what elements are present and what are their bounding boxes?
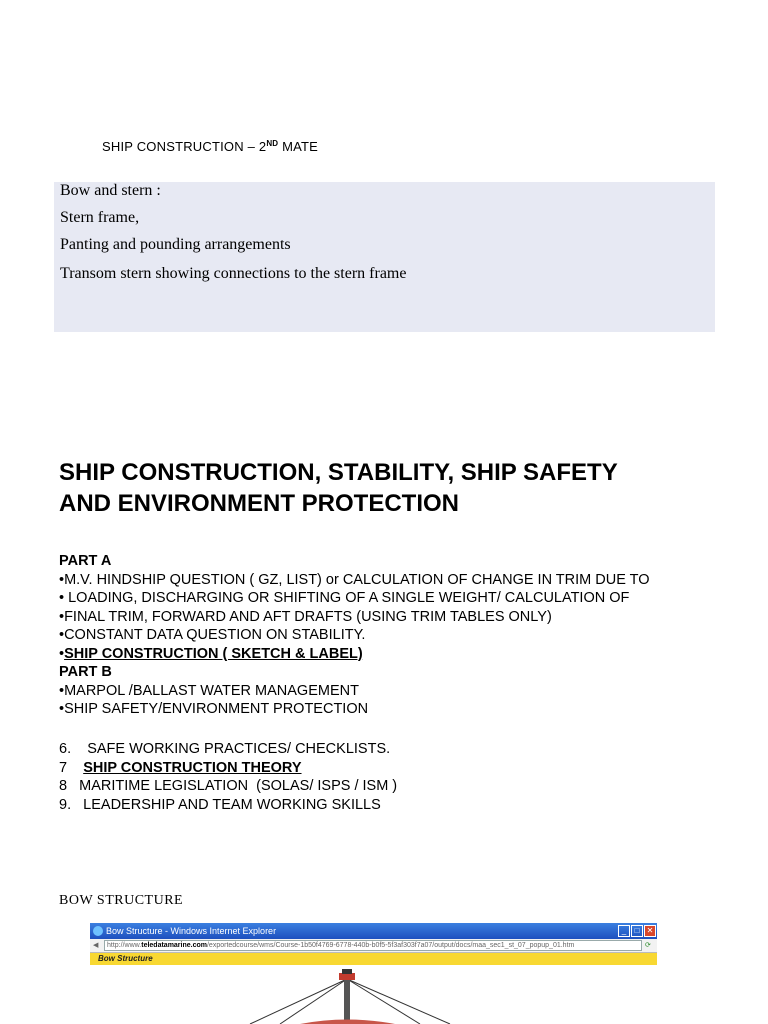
topic-line: Stern frame, <box>60 209 140 226</box>
back-icon: ◀ <box>93 942 99 949</box>
part-a-heading: PART A <box>59 553 112 569</box>
header-superscript: ND <box>266 139 279 148</box>
address-bar <box>90 939 657 953</box>
url-prefix: http://www. <box>107 942 142 949</box>
syllabus-item: •MARPOL /BALLAST WATER MANAGEMENT <box>59 682 359 699</box>
syllabus-item: •SHIP SAFETY/ENVIRONMENT PROTECTION <box>59 701 369 717</box>
document-header <box>102 139 318 154</box>
page-tab-bar <box>90 953 657 965</box>
hull-bow <box>300 1020 395 1024</box>
mast <box>344 979 350 1024</box>
topic-line: Transom stern showing connections to the stern frame <box>60 265 407 282</box>
ie-logo-icon <box>93 926 103 936</box>
syllabus <box>59 552 759 719</box>
item-7-text: SHIP CONSTRUCTION THEORY <box>83 759 302 776</box>
url-field <box>104 940 642 951</box>
close-icon: ✕ <box>644 925 656 937</box>
syllabus-item: •M.V. HINDSHIP QUESTION ( GZ, LIST) or CALCULATION OF CHANGE IN TRIM DUE TO <box>59 571 650 588</box>
syllabus-item-emphasis <box>59 645 759 664</box>
numbered-item-8: 8 MARITIME LEGISLATION (SOLAS/ ISPS / ISM ) <box>59 778 398 794</box>
minimize-icon: _ <box>618 925 630 937</box>
numbered-item-9: 9. LEADERSHIP AND TEAM WORKING SKILLS <box>59 796 381 813</box>
topic-line: Bow and stern : <box>60 182 161 199</box>
bow-structure-caption: BOW STRUCTURE <box>59 893 184 908</box>
header-prefix: SHIP CONSTRUCTION – 2 <box>102 139 267 154</box>
section-title-line-2: AND ENVIRONMENT PROTECTION <box>59 490 460 517</box>
ship-construction-sketch-label: SHIP CONSTRUCTION ( SKETCH & LABEL) <box>64 645 363 662</box>
item-7-number: 7 <box>59 759 84 776</box>
section-title-line-1: SHIP CONSTRUCTION, STABILITY, SHIP SAFETY <box>59 459 618 486</box>
header-suffix: MATE <box>278 139 319 154</box>
browser-screenshot <box>90 923 657 1024</box>
browser-title-bar <box>90 923 657 939</box>
bow-structure-drawing <box>90 965 657 1024</box>
mast-top <box>342 969 352 974</box>
syllabus-item: • LOADING, DISCHARGING OR SHIFTING OF A SINGLE WEIGHT/ CALCULATION OF <box>59 590 630 606</box>
mast-light <box>339 973 355 980</box>
url-domain: teledatamarine.com <box>141 942 207 949</box>
tab-label: Bow Structure <box>98 954 153 963</box>
topic-line: Panting and pounding arrangements <box>60 236 291 253</box>
section-title <box>59 457 739 519</box>
numbered-item-6: 6. SAFE WORKING PRACTICES/ CHECKLISTS. <box>59 741 391 757</box>
refresh-icon: ⟳ <box>645 942 651 949</box>
numbered-list <box>59 740 759 814</box>
maximize-icon: □ <box>631 925 643 937</box>
url-path: /exportedcourse/wms/Course-1b50f4769-6778-440b-b0f5-5f3af303f7a07/output/docs/maa_sec1_st_07_popup_01.htm <box>206 942 575 949</box>
syllabus-item: •FINAL TRIM, FORWARD AND AFT DRAFTS (USING TRIM TABLES ONLY) <box>59 608 552 625</box>
browser-window-title: Bow Structure - Windows Internet Explorer <box>106 926 277 936</box>
numbered-item-7 <box>59 759 759 778</box>
part-b-heading: PART B <box>59 664 112 680</box>
topics-box <box>54 182 715 332</box>
syllabus-item: •CONSTANT DATA QUESTION ON STABILITY. <box>59 627 366 643</box>
bullet: • <box>59 645 65 662</box>
